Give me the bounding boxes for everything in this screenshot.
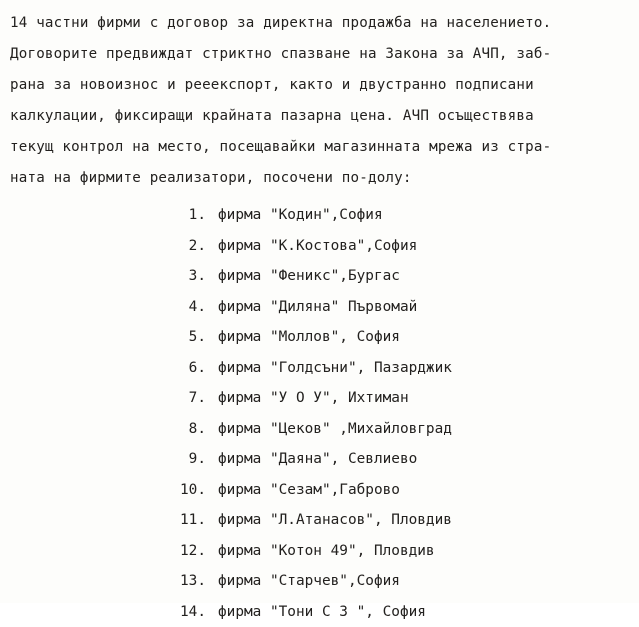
- company-list: [0, 200, 639, 627]
- list-item: [0, 292, 639, 323]
- list-item-number: 12.: [0, 536, 206, 567]
- paragraph-line: Договорите предвиждат стриктно спазване на Закона за АЧП, заб-: [10, 39, 616, 70]
- list-item-number: 4.: [0, 292, 206, 323]
- list-item-number: 8.: [0, 414, 206, 445]
- list-item: [0, 597, 639, 627]
- list-item-label: фирма "Сезам",Габрово: [206, 475, 400, 506]
- list-item: [0, 444, 639, 475]
- list-item: [0, 505, 639, 536]
- list-item: [0, 353, 639, 384]
- list-item-number: 5.: [0, 322, 206, 353]
- list-item-label: фирма "К.Костова",София: [206, 231, 417, 262]
- list-item-label: фирма "Старчев",София: [206, 566, 400, 597]
- list-item-number: 14.: [0, 597, 206, 627]
- list-item-number: 7.: [0, 383, 206, 414]
- list-item-label: фирма "Кодин",София: [206, 200, 383, 231]
- list-item-number: 13.: [0, 566, 206, 597]
- list-item-label: фирма "Цеков" ,Михайловград: [206, 414, 452, 445]
- list-item-label: фирма "Голдсъни", Пазарджик: [206, 353, 452, 384]
- list-item-label: фирма "Диляна" Първомай: [206, 292, 417, 323]
- list-item-label: фирма "Феникс",Бургас: [206, 261, 400, 292]
- list-item-number: 6.: [0, 353, 206, 384]
- list-item: [0, 261, 639, 292]
- list-item-number: 11.: [0, 505, 206, 536]
- list-item: [0, 536, 639, 567]
- paragraph-line: 14 частни фирми с договор за директна продажба на населението.: [10, 8, 616, 39]
- list-item: [0, 200, 639, 231]
- list-item-label: фирма "Котон 49", Пловдив: [206, 536, 435, 567]
- list-item-number: 9.: [0, 444, 206, 475]
- list-item: [0, 231, 639, 262]
- list-item: [0, 414, 639, 445]
- paragraph-line: ната на фирмите реализатори, посочени по-долу:: [10, 163, 616, 194]
- list-item: [0, 383, 639, 414]
- list-item-label: фирма "У О У", Ихтиман: [206, 383, 409, 414]
- list-item-number: 3.: [0, 261, 206, 292]
- paragraph-line: рана за новоизнос и рееекспорт, както и двустранно подписани: [10, 70, 616, 101]
- list-item-label: фирма "Моллов", София: [206, 322, 400, 353]
- list-item-label: фирма "Л.Атанасов", Пловдив: [206, 505, 452, 536]
- list-item-number: 10.: [0, 475, 206, 506]
- list-item-label: фирма "Тони С З ", София: [206, 597, 426, 627]
- paragraph-line: текущ контрол на место, посещавайки магазинната мрежа из стра-: [10, 132, 616, 163]
- list-item-number: 2.: [0, 231, 206, 262]
- list-item: [0, 322, 639, 353]
- paragraph-line: калкулации, фиксиращи крайната пазарна цена. АЧП осъществява: [10, 101, 616, 132]
- list-item: [0, 566, 639, 597]
- list-item-label: фирма "Даяна", Севлиево: [206, 444, 417, 475]
- list-item: [0, 475, 639, 506]
- list-item-number: 1.: [0, 200, 206, 231]
- intro-paragraph: [0, 0, 639, 194]
